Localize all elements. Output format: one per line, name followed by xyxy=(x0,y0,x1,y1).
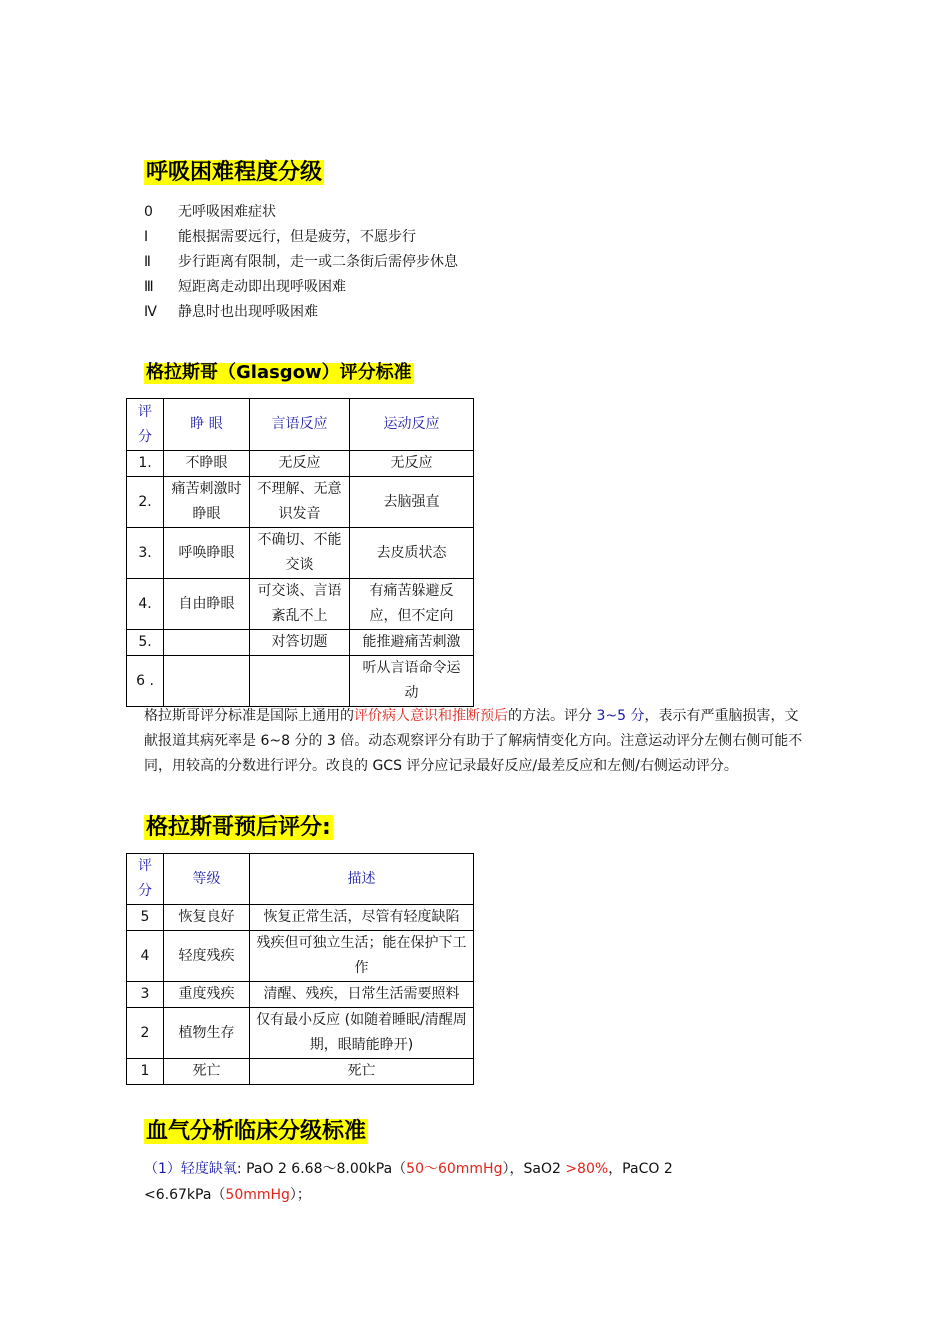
table-cell: 去皮质状态 xyxy=(350,528,474,579)
col-header-verbal: 言语反应 xyxy=(250,399,350,451)
gcs-table xyxy=(126,398,474,707)
table-cell: 可交谈、言语紊乱不上 xyxy=(250,579,350,630)
table-row xyxy=(127,931,474,982)
gcs-desc-text: 的方法。评分 xyxy=(508,708,597,724)
bloodgas-text: ）； xyxy=(289,1187,311,1203)
table-cell xyxy=(164,630,250,656)
table-row xyxy=(127,1008,474,1059)
table-cell: 1. xyxy=(127,451,164,477)
table-row xyxy=(127,905,474,931)
table-cell: 2. xyxy=(127,477,164,528)
table-cell: 仅有最小反应 (如随着睡眠/清醒周期，眼睛能睁开) xyxy=(250,1008,474,1059)
table-cell: 无反应 xyxy=(250,451,350,477)
table-cell: 无反应 xyxy=(350,451,474,477)
table-row xyxy=(127,630,474,656)
table-cell: 去脑强直 xyxy=(350,477,474,528)
col-header-eye: 睁 眼 xyxy=(164,399,250,451)
bloodgas-value: 50～60mmHg xyxy=(406,1161,503,1177)
table-cell: 3 xyxy=(127,982,164,1008)
gos-table xyxy=(126,853,474,1085)
table-cell: 死亡 xyxy=(164,1059,250,1085)
bloodgas-text: ），SaO2 xyxy=(502,1161,566,1177)
gos-title: 格拉斯哥预后评分: xyxy=(146,815,331,840)
table-cell: 清醒、残疾，日常生活需要照料 xyxy=(250,982,474,1008)
table-cell: 重度残疾 xyxy=(164,982,250,1008)
list-item xyxy=(144,252,458,272)
table-cell: 痛苦刺激时睁眼 xyxy=(164,477,250,528)
bloodgas-grade-label: （1）轻度缺氧 xyxy=(144,1161,237,1177)
grade-desc: 无呼吸困难症状 xyxy=(178,204,276,220)
gcs-desc-score: 3~5 分 xyxy=(596,708,645,724)
table-cell: 死亡 xyxy=(250,1059,474,1085)
table-cell: 4 xyxy=(127,931,164,982)
table-cell: 有痛苦躲避反应，但不定向 xyxy=(350,579,474,630)
table-cell: 轻度残疾 xyxy=(164,931,250,982)
gcs-desc-text: ，表示有严重脑损害，文献报道其病死率是 6~8 分的 3 倍。动态观察评分有助于了解病情变化方向。注意运动评分左侧右侧可能不同，用较高的分数进行评分。改良的 GCS 评分应记录最好反应/最差反应和左侧/右侧运动评分。 xyxy=(144,708,803,774)
dyspnea-title: 呼吸困难程度分级 xyxy=(146,160,323,185)
table-cell: 6 . xyxy=(127,656,164,707)
gcs-title: 格拉斯哥（Glasgow）评分标准 xyxy=(146,362,412,383)
table-cell: 1 xyxy=(127,1059,164,1085)
table-cell: 3. xyxy=(127,528,164,579)
table-row xyxy=(127,982,474,1008)
table-cell: 不理解、无意识发音 xyxy=(250,477,350,528)
grade-desc: 能根据需要远行，但是疲劳，不愿步行 xyxy=(178,229,416,245)
table-cell: 5. xyxy=(127,630,164,656)
table-header-row xyxy=(127,854,474,905)
col-header-grade: 等级 xyxy=(164,854,250,905)
grade-label: Ⅰ xyxy=(144,229,149,245)
list-item xyxy=(144,277,346,297)
grade-label: Ⅱ xyxy=(144,254,151,270)
table-cell: 2 xyxy=(127,1008,164,1059)
table-cell: 5 xyxy=(127,905,164,931)
list-item xyxy=(144,227,416,247)
col-header-score: 评分 xyxy=(127,854,164,905)
col-header-desc: 描述 xyxy=(250,854,474,905)
grade-desc: 短距离走动即出现呼吸困难 xyxy=(178,279,346,295)
bloodgas-title: 血气分析临床分级标准 xyxy=(146,1119,367,1144)
bloodgas-text: <6.67kPa（ xyxy=(144,1187,226,1203)
table-row xyxy=(127,528,474,579)
bloodgas-value: 50mmHg xyxy=(225,1187,290,1203)
table-cell: 4. xyxy=(127,579,164,630)
table-cell: 恢复正常生活，尽管有轻度缺陷 xyxy=(250,905,474,931)
col-header-motor: 运动反应 xyxy=(350,399,474,451)
table-row xyxy=(127,477,474,528)
grade-label: Ⅲ xyxy=(144,279,154,295)
grade-desc: 步行距离有限制，走一或二条街后需停步休息 xyxy=(178,254,458,270)
table-row xyxy=(127,656,474,707)
table-cell: 自由睁眼 xyxy=(164,579,250,630)
grade-label: Ⅳ xyxy=(144,304,157,320)
grade-desc: 静息时也出现呼吸困难 xyxy=(178,304,318,320)
bloodgas-line-2 xyxy=(144,1185,311,1205)
grade-label: 0 xyxy=(144,204,153,220)
table-cell: 呼唤睁眼 xyxy=(164,528,250,579)
bloodgas-line-1 xyxy=(144,1159,673,1179)
table-cell: 能推避痛苦刺激 xyxy=(350,630,474,656)
gcs-desc-highlight: 评价病人意识和推断预后 xyxy=(354,708,508,724)
bloodgas-text: ，PaCO 2 xyxy=(608,1161,673,1177)
table-cell: 植物生存 xyxy=(164,1008,250,1059)
col-header-score: 评分 xyxy=(127,399,164,451)
table-cell: 不睁眼 xyxy=(164,451,250,477)
table-cell: 残疾但可独立生活；能在保护下工作 xyxy=(250,931,474,982)
table-cell xyxy=(164,656,250,707)
table-row xyxy=(127,1059,474,1085)
bloodgas-value: >80% xyxy=(565,1161,609,1177)
table-header-row xyxy=(127,399,474,451)
table-cell: 不确切、不能交谈 xyxy=(250,528,350,579)
table-cell: 恢复良好 xyxy=(164,905,250,931)
gcs-description xyxy=(144,704,804,779)
table-row xyxy=(127,451,474,477)
gcs-desc-text: 格拉斯哥评分标准是国际上通用的 xyxy=(144,708,354,724)
table-cell xyxy=(250,656,350,707)
table-cell: 对答切题 xyxy=(250,630,350,656)
table-row xyxy=(127,579,474,630)
list-item xyxy=(144,202,276,222)
list-item xyxy=(144,302,318,322)
bloodgas-text: : PaO 2 6.68～8.00kPa（ xyxy=(236,1161,407,1177)
table-cell: 听从言语命令运动 xyxy=(350,656,474,707)
